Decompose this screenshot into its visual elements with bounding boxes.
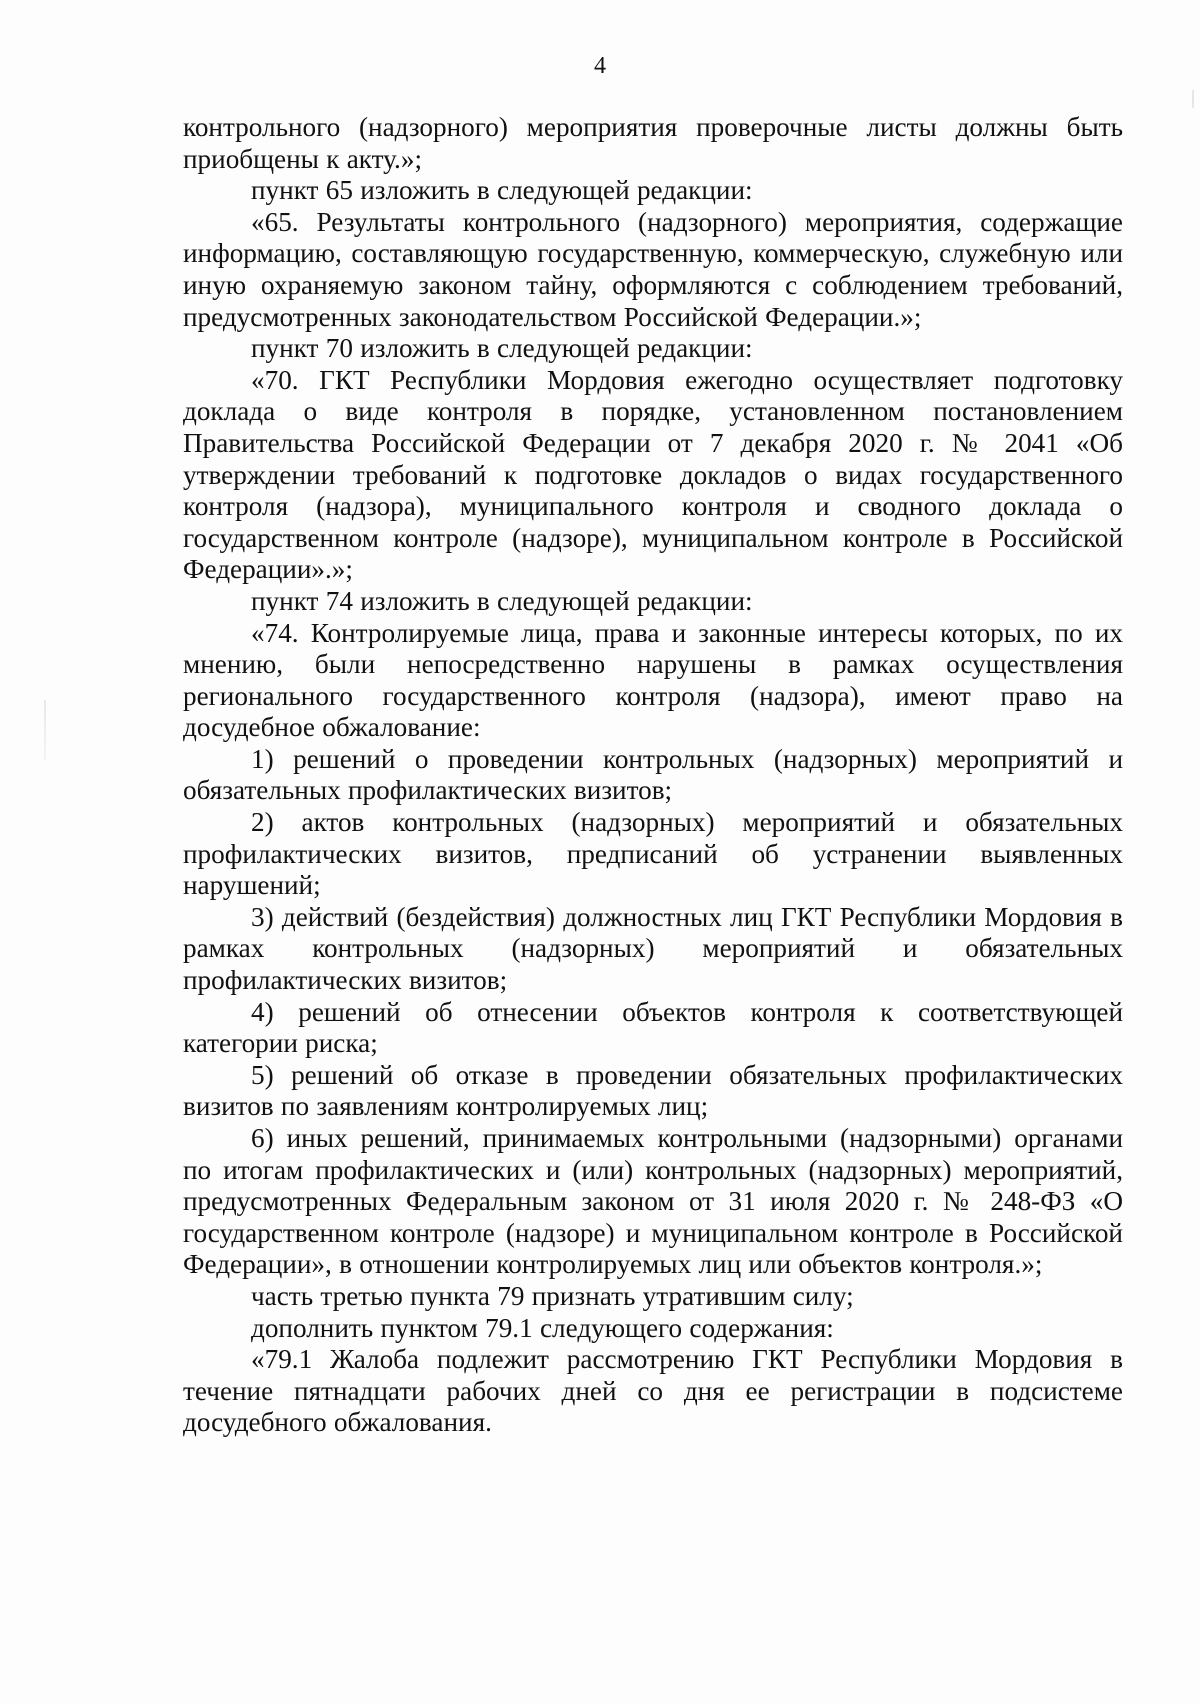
paragraph-continuation: контрольного (надзорного) мероприятия проверочные листы должны быть приобщены к акту.»; (183, 112, 1123, 174)
paragraph-amend-65-intro: пункт 65 изложить в следующей редакции: (251, 175, 753, 206)
list-item-1: 1) решений о проведении контрольных (надзорных) мероприятий и обязательных профилактических визитов; (183, 743, 1123, 806)
paragraph-amend-70-intro: пункт 70 изложить в следующей редакции: (251, 333, 753, 364)
paragraph-item-70: «70. ГКТ Республики Мордовия ежегодно осуществляет подготовку доклада о виде контроля в порядке, установленном постановлением Правительства Российской Федерации от 7 декабря 2020 г. № 2041 «Об утверждении требований к подготовке докладов о видах государственного контроля (надзора), муниципального контроля и сводного доклада о государственном контроле (надзоре), муниципальном контроле в Российской Федерации».»; (183, 364, 1123, 585)
document-body (183, 112, 1123, 1439)
paragraph-amend-79: часть третью пункта 79 признать утратившим силу; (251, 1280, 854, 1311)
list-item-3: 3) действий (бездействия) должностных лиц ГКТ Республики Мордовия в рамках контрольных (надзорных) мероприятий и обязательных профилактических визитов; (183, 901, 1123, 996)
paragraph-amend-74-intro: пункт 74 изложить в следующей редакции: (251, 585, 753, 616)
paragraph-amend-79-1-intro: дополнить пунктом 79.1 следующего содержания: (251, 1312, 834, 1343)
list-item-6: 6) иных решений, принимаемых контрольными (надзорными) органами по итогам профилактических и (или) контрольных (надзорных) мероприятий, предусмотренных Федеральным законом от 31 июля 2020 г. № 248-ФЗ «О государственном контроле (надзоре) и муниципальном контроле в Российской Федерации», в отношении контролируемых лиц или объектов контроля.»; (183, 1123, 1123, 1280)
paragraph-item-79-1: «79.1 Жалоба подлежит рассмотрению ГКТ Республики Мордовия в течение пятнадцати рабочих дней со дня ее регистрации в подсистеме досудебного обжалования. (183, 1344, 1123, 1438)
scan-artifact (44, 700, 46, 760)
paragraph-item-65: «65. Результаты контрольного (надзорного) мероприятия, содержащие информацию, составляющую государственную, коммерческую, служебную или иную охраняемую законом тайну, оформляются с соблюдением требований, предусмотренных законодательством Российской Федерации.»; (183, 206, 1123, 332)
list-item-4: 4) решений об отнесении объектов контроля к соответствующей категории риска; (183, 996, 1123, 1059)
scan-artifact-edge (1192, 90, 1194, 108)
page-number: 4 (594, 53, 606, 79)
list-item-5: 5) решений об отказе в проведении обязательных профилактических визитов по заявлениям контролируемых лиц; (183, 1059, 1123, 1122)
list-item-2: 2) актов контрольных (надзорных) мероприятий и обязательных профилактических визитов, предписаний об устранении выявленных нарушений; (183, 807, 1123, 901)
paragraph-item-74: «74. Контролируемые лица, права и законные интересы которых, по их мнению, были непосредственно нарушены в рамках осуществления регионального государственного контроля (надзора), имеют право на досудебное обжалование: (183, 617, 1123, 743)
